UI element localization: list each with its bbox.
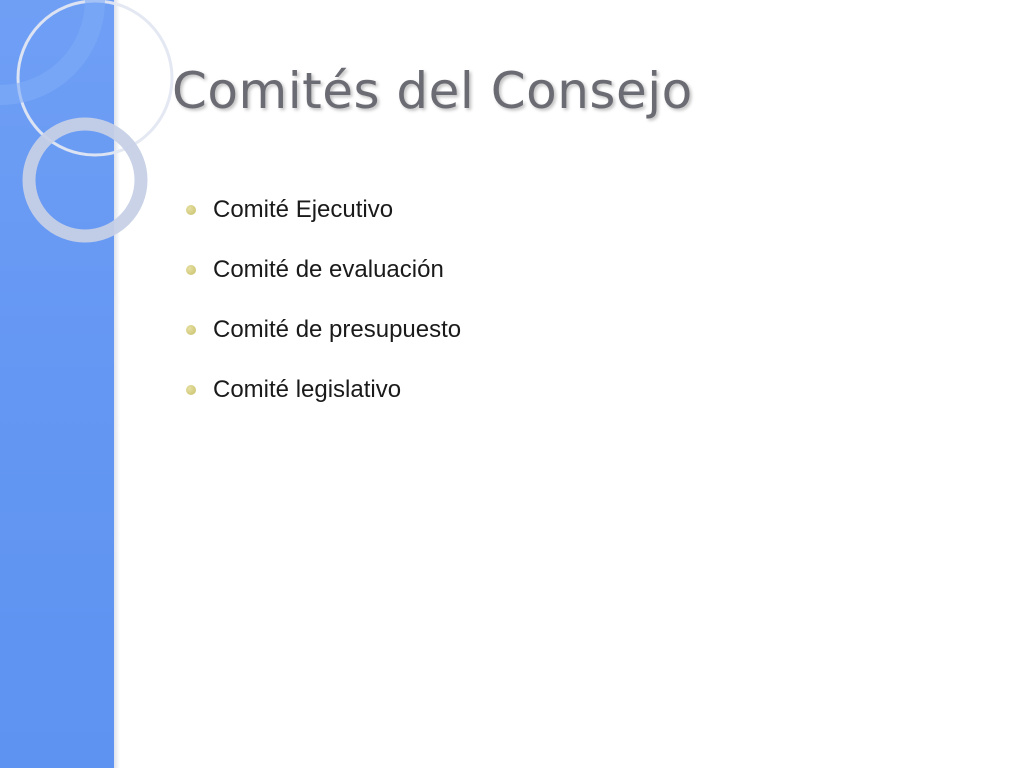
- slide-title: Comités del Consejo: [172, 62, 693, 120]
- list-item-text: Comité legislativo: [213, 376, 402, 403]
- side-band-shadow: [114, 0, 120, 768]
- list-item: [186, 300, 461, 360]
- bullet-dot-icon: [186, 385, 196, 395]
- list-item: [186, 180, 461, 240]
- list-item-text: Comité Ejecutivo: [213, 196, 394, 223]
- side-band: [0, 0, 114, 768]
- bullet-dot-icon: [186, 265, 196, 275]
- bullet-list: [186, 180, 461, 420]
- bullet-dot-icon: [186, 325, 196, 335]
- list-item-text: Comité de presupuesto: [213, 316, 462, 343]
- bullet-dot-icon: [186, 205, 196, 215]
- list-item: [186, 240, 461, 300]
- list-item-text: Comité de evaluación: [213, 256, 444, 283]
- list-item: [186, 360, 461, 420]
